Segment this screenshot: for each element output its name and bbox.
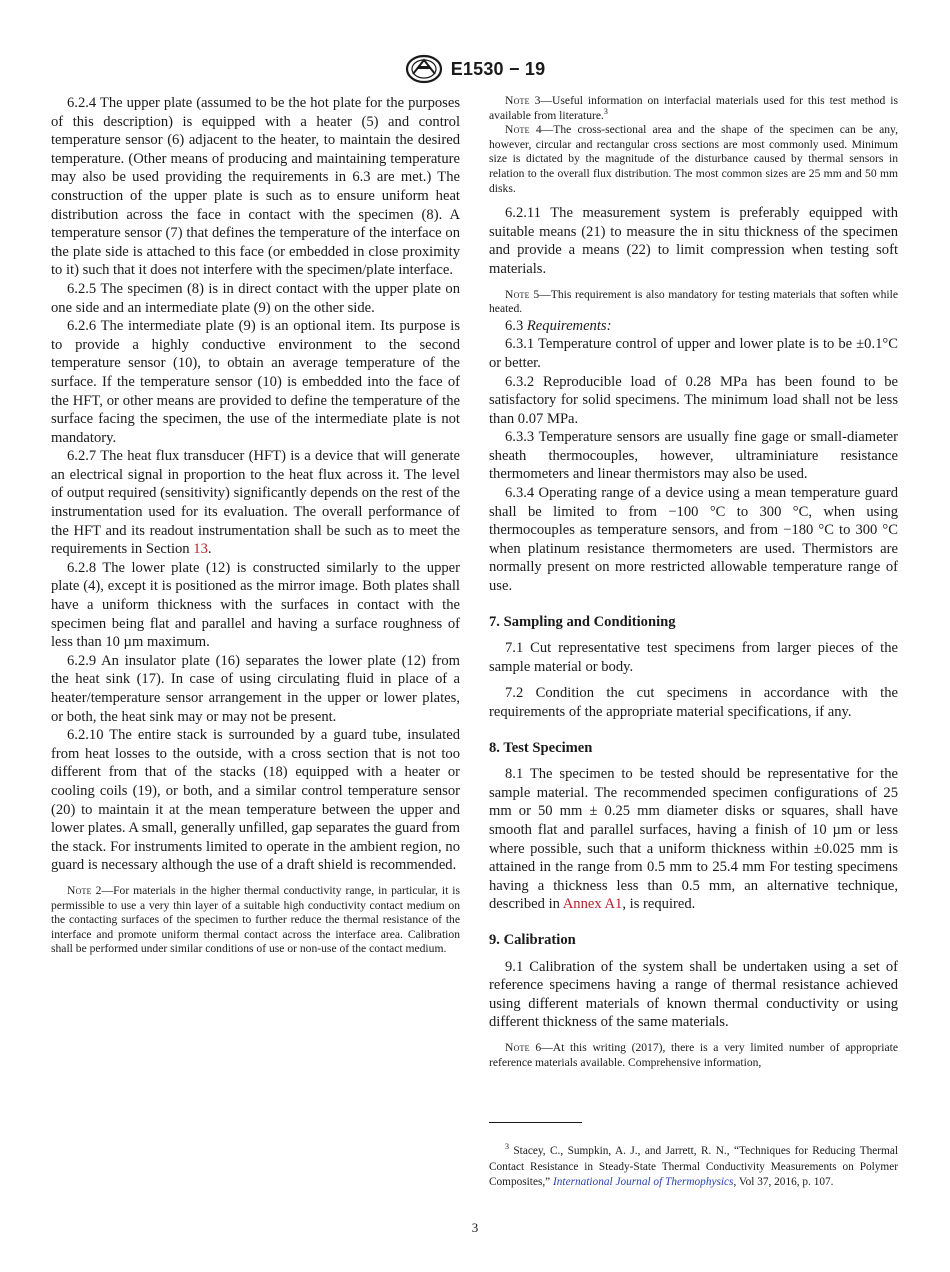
footnote-number: 3 xyxy=(505,1142,509,1152)
paragraph-6-3-4: 6.3.4 Operating range of a device using a mean temperature guard shall be limited to from −100 °C to 300 °C, when using thermocouples as temperature sensors, and from −180 °C to 300 °C when platinum resistance thermometers are used. Thermistors are normally present on more restricted allowable temperature range of use. xyxy=(489,485,898,595)
paragraph-text: , is required. xyxy=(622,896,696,913)
paragraph-8-1 xyxy=(489,765,898,914)
journal-link[interactable]: International Journal of Thermophysics xyxy=(553,1175,734,1188)
paragraph-6-3-1: 6.3.1 Temperature control of upper and lower plate is to be ±0.1°C or better. xyxy=(489,336,898,371)
paragraph-text: . xyxy=(207,541,212,558)
paragraph-6-3-3: 6.3.3 Temperature sensors are usually fine gage or small-diameter sheath thermocouples, however, ultraminiature resistance thermometers and linear thermistors may also be used. xyxy=(489,429,898,483)
note-6 xyxy=(489,1041,898,1070)
section-number: 6.3 xyxy=(505,317,527,334)
right-column xyxy=(489,94,898,1070)
page-header xyxy=(0,54,950,84)
footnote-ref[interactable]: 3 xyxy=(603,106,608,116)
section-7-heading: 7. Sampling and Conditioning xyxy=(489,613,676,630)
paragraph-6-2-7 xyxy=(51,447,460,559)
note-text: 3—Useful information on interfacial materials used for this test method is available from literature. xyxy=(489,94,898,122)
note-text: 6—At this writing (2017), there is a very limited number of appropriate reference materials available. Comprehensive information, xyxy=(489,1040,898,1069)
left-column xyxy=(51,94,460,957)
paragraph-6-2-8: 6.2.8 The lower plate (12) is constructed similarly to the upper plate (4), except it is positioned as the mirror image. Both plates shall have a uniform thickness with the surfaces in contact with the specimen being flat and parallel and having a surface roughness of less than 10 µm maximum. xyxy=(51,559,460,651)
note-2 xyxy=(51,884,460,957)
note-label: Note xyxy=(505,1040,530,1054)
paragraph-6-2-4: 6.2.4 The upper plate (assumed to be the hot plate for the purposes of this description) is equipped with a heater (5) and control temperature sensor (6) adjacent to the heater, to maintain the desired temperature. (Other means of producing and maintaining temperature may also be used providing the requirements in 6.3 are met.) The construction of the upper plate is such as to ensure uniform heat distribution across the face in contact with the specimen (8). A temperature sensor (7) that defines the temperature of the interface on the plate side is attached to this face (or embedded in close proximity to it) such that it does not interfere with the specimen/plate interface. xyxy=(51,95,460,279)
paragraph-6-2-9: 6.2.9 An insulator plate (16) separates the lower plate (12) from the heat sink (17). In case of using circulating fluid in place of a heater/temperature sensor arrangement in the upper or lower plates, or both, the heat sink may or may not be present. xyxy=(51,652,460,725)
astm-logo-icon xyxy=(405,54,443,84)
section-8-heading: 8. Test Specimen xyxy=(489,739,593,756)
paragraph-6-3 xyxy=(489,317,898,336)
paragraph-7-1: 7.1 Cut representative test specimens from larger pieces of the sample material or body. xyxy=(489,640,898,675)
note-label: Note xyxy=(505,123,530,137)
paragraph-9-1: 9.1 Calibration of the system shall be undertaken using a set of reference specimens having a range of thermal resistance achieved using different materials of known thermal conductivity or using different thickness of the same materials. xyxy=(489,958,898,1031)
annex-a1-link[interactable]: Annex A1 xyxy=(562,896,623,913)
note-text: 2—For materials in the higher thermal conductivity range, in particular, it is permissible to use a very thin layer of a suitable high conductivity contact medium on the contacting surfaces of the specimen to further reduce the thermal resistance of the interface and promote uniform thermal contact across the interface area. Calibration shall be performed under similar conditions of use or non-use of the contact medium. xyxy=(51,883,460,956)
paragraph-6-3-2: 6.3.2 Reproducible load of 0.28 MPa has been found to be satisfactory for solid specimens. The minimum load shall not be less than 0.07 MPa. xyxy=(489,373,898,427)
paragraph-6-2-6: 6.2.6 The intermediate plate (9) is an optional item. Its purpose is to provide a highly conductive environment to the second temperature sensor (10), to obtain an average temperature of the surface. If the temperature sensor (10) is embedded into the face of the HFT, or other means are provided to define the temperature of the surface facing the specimen, the use of the intermediate plate is not mandatory. xyxy=(51,318,460,446)
footnote-text: , Vol 37, 2016, p. 107. xyxy=(733,1175,834,1188)
footnote-divider xyxy=(489,1122,582,1123)
note-4 xyxy=(489,123,898,196)
paragraph-text: 8.1 The specimen to be tested should be representative for the sample material. The recommended specimen configurations of 25 mm or 50 mm ± 0.25 mm diameter disks or squares, shall have smooth flat and parallel surfaces, having a finish of 10 µm or less where possible, such that a uniform thickness within ±0.025 mm is attained in the range from 0.5 mm to 25.4 mm For testing specimens having a thickness less than 0.5 mm, an alternative technique, described in xyxy=(489,766,898,913)
paragraph-text: 6.2.7 The heat flux transducer (HFT) is a device that will generate an electrical signal in proportion to the heat flux across it. The level of output required (sensitivity) significantly depends on the rest of the instrumentation used for its evaluation. The overall performance of the HFT and its readout instrumentation shall be such as to meet the requirements in Section xyxy=(51,448,460,558)
note-label: Note xyxy=(505,287,530,301)
note-label: Note xyxy=(67,883,92,897)
paragraph-6-2-11: 6.2.11 The measurement system is preferably equipped with suitable means (21) to measure the in situ thickness of the specimen and provide a means (22) to limit compression when testing soft materials. xyxy=(489,205,898,277)
note-label: Note xyxy=(505,94,530,107)
note-5 xyxy=(489,288,898,317)
paragraph-6-2-10: 6.2.10 The entire stack is surrounded by a guard tube, insulated from heat losses to the outside, with a cross section that is not too different from that of the stacks (18) equipped with a heater or cooling coils (19), or both, and a similar control temperature sensor (20) to maintain it at the mean temperature between the upper and lower plates. A small, generally unfilled, gap separates the guard from the stack. For instruments limited to operate in the ambient region, no guard is necessary although the use of a draft shield is recommended. xyxy=(51,727,460,874)
footnote-3 xyxy=(489,1144,898,1190)
section-9-heading: 9. Calibration xyxy=(489,931,576,948)
note-3 xyxy=(489,94,898,123)
paragraph-6-2-5: 6.2.5 The specimen (8) is in direct contact with the upper plate on one side and an intermediate plate (9) on the other side. xyxy=(51,280,460,316)
page-number: 3 xyxy=(471,1220,479,1235)
note-text: 5—This requirement is also mandatory for testing materials that soften while heated. xyxy=(489,287,898,316)
section-13-link[interactable]: 13 xyxy=(193,541,208,558)
document-id: E1530 − 19 xyxy=(450,58,546,79)
footnote-text: Stacey, C., Sumpkin, A. J., and Jarrett, R. N., “Techniques for Reducing Thermal Contact Resistance in Steady-State Thermal Conductivity Measurements on Polymer Composites,” xyxy=(489,1145,898,1188)
note-text: 4—The cross-sectional area and the shape of the specimen can be any, however, circular and rectangular cross sections are most commonly used. Minimum size is dictated by the magnitude of the disturbance caused by thermal sensors in relation to the overall flux distribution. The most common sizes are 25 mm and 50 mm disks. xyxy=(489,123,898,195)
paragraph-7-2: 7.2 Condition the cut specimens in accordance with the requirements of the appropriate material specifications, if any. xyxy=(489,685,898,720)
section-title: Requirements: xyxy=(526,317,612,334)
